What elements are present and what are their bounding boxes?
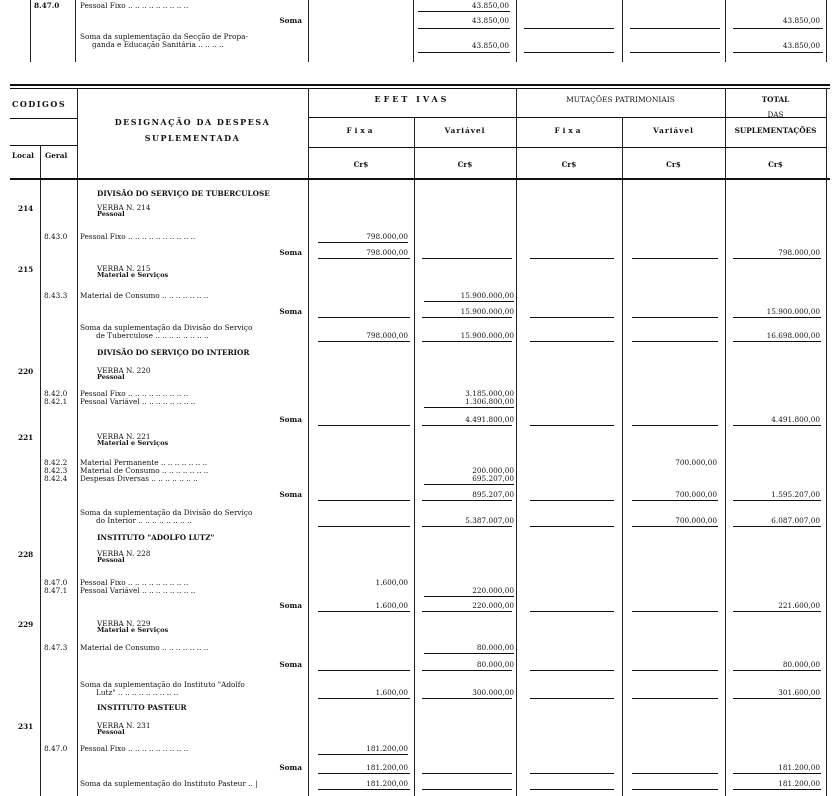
row-value-total: 15.900.000,00 xyxy=(766,307,820,316)
row-verba-sub: Pessoal xyxy=(97,210,125,218)
row-description: Pessoal Fixo .. .. .. .. .. .. .. .. .. xyxy=(80,389,189,398)
sum-rule xyxy=(318,670,410,671)
row-verba: VERBA N. 229 xyxy=(97,619,151,628)
row-value-total: 181.200,00 xyxy=(778,763,820,772)
header-designacao-2: SUPLEMENTADA xyxy=(144,133,241,143)
row-verba: VERBA N. 215 xyxy=(97,264,151,273)
row-geral-code: 8.43.0 xyxy=(44,232,68,241)
sum-rule xyxy=(422,789,512,790)
row-soma-label: Soma xyxy=(279,248,302,257)
row-value-var: 4.491.800,00 xyxy=(465,415,514,424)
sum-rule xyxy=(530,526,614,527)
row-geral-code: 8.47.0 xyxy=(44,744,68,753)
row-verba-sub: Pessoal xyxy=(97,373,125,381)
row-value-total: 301.600,00 xyxy=(778,688,820,697)
row-geral-code: 8.42.3 xyxy=(44,466,68,475)
sum-rule xyxy=(530,773,614,774)
sum-rule xyxy=(733,698,821,699)
row-description: Material Permanente .. .. .. .. .. .. .. xyxy=(80,458,208,467)
sum-rule xyxy=(530,317,614,318)
row-value-mvar: 700.000,00 xyxy=(675,516,717,525)
row-description: Pessoal Fixo .. .. .. .. .. .. .. .. .. xyxy=(80,744,189,753)
row-value-var: 15.900.000,00 xyxy=(460,331,514,340)
row-value-fixa: 1.600,00 xyxy=(375,578,408,587)
sum-rule xyxy=(422,698,512,699)
sum-rule xyxy=(530,500,614,501)
sum-rule xyxy=(530,258,614,259)
header-total-1: TOTAL xyxy=(761,95,790,104)
row-description: Pessoal Variável .. .. .. .. .. .. .. .. xyxy=(80,586,196,595)
sum-rule xyxy=(632,258,718,259)
header-geral: Geral xyxy=(45,151,68,160)
row-verba: VERBA N. 221 xyxy=(97,432,151,441)
row-value-var: 200.000,00 xyxy=(472,466,514,475)
row-value-var: 80.000,00 xyxy=(476,660,514,669)
row-value-var: 220.000,00 xyxy=(472,601,514,610)
row-value-total: 181.200,00 xyxy=(778,779,820,788)
header-mutacoes: MUTAÇÕES PATRIMONIAIS xyxy=(566,95,675,104)
row-value-fixa: 181.200,00 xyxy=(366,763,408,772)
sum-rule xyxy=(422,341,512,342)
top-sum-line-1: Soma da suplementação da Secção de Propa- xyxy=(80,32,248,41)
row-description: Pessoal Variável .. .. .. .. .. .. .. .. xyxy=(80,397,196,406)
sum-rule xyxy=(422,670,512,671)
row-soma-label: Soma xyxy=(279,601,302,610)
row-geral-code: 8.42.1 xyxy=(44,397,68,406)
header-total-3: SUPLEMENTAÇÕES xyxy=(734,126,817,135)
sum-rule xyxy=(632,670,718,671)
sum-rule xyxy=(422,425,512,426)
sum-rule xyxy=(632,789,718,790)
sum-rule xyxy=(632,773,718,774)
row-description: Material de Consumo .. .. .. .. .. .. .. xyxy=(80,466,209,475)
sum-rule xyxy=(422,317,512,318)
row-local-code: 221 xyxy=(18,433,34,442)
row-verba: VERBA N. 220 xyxy=(97,366,151,375)
sum-rule xyxy=(422,773,512,774)
row-geral-code: 8.47.0 xyxy=(44,578,68,587)
currency-fixa: Cr$ xyxy=(353,160,369,169)
sum-rule xyxy=(632,611,718,612)
sum-rule xyxy=(318,258,410,259)
row-value-var: 15.900.000,00 xyxy=(460,307,514,316)
header-total-2: DAS xyxy=(767,110,784,119)
row-value-mvar: 700.000,00 xyxy=(675,490,717,499)
row-value-total: 221.600,00 xyxy=(778,601,820,610)
row-verba-sub: Material e Serviços xyxy=(97,439,169,447)
row-local-code: 220 xyxy=(18,367,34,376)
sum-rule xyxy=(422,258,512,259)
sum-rule xyxy=(632,698,718,699)
top-value-1: 43.850,00 xyxy=(471,1,509,10)
row-description-cont: Lutz" .. .. .. .. .. .. .. .. .. xyxy=(96,688,179,697)
top-total-3: 43.850,00 xyxy=(782,41,820,50)
header-codigos: CODIGOS xyxy=(12,99,67,109)
sum-rule xyxy=(318,698,410,699)
row-value-var: 5.387.007,00 xyxy=(465,516,514,525)
row-geral-code: 8.42.4 xyxy=(44,474,68,483)
row-value-var: 1.306.800,00 xyxy=(465,397,514,406)
sum-rule xyxy=(530,698,614,699)
row-description-cont: do Interior .. .. .. .. .. .. .. .. xyxy=(96,516,192,525)
header-mut-variavel: Variável xyxy=(653,126,694,135)
sub-rule xyxy=(318,754,408,755)
top-total-2: 43.850,00 xyxy=(782,16,820,25)
row-value-var: 300.000,00 xyxy=(472,688,514,697)
row-description: Pessoal Fixo .. .. .. .. .. .. .. .. .. xyxy=(80,578,189,587)
row-local-code: 215 xyxy=(18,265,34,274)
sum-rule xyxy=(632,317,718,318)
currency-mut-fixa: Cr$ xyxy=(561,160,577,169)
currency-total: Cr$ xyxy=(768,160,783,169)
row-section-heading: INSTITUTO PASTEUR xyxy=(97,703,187,712)
sum-rule xyxy=(530,341,614,342)
sum-rule xyxy=(318,611,410,612)
row-description: Soma da suplementação do Instituto Pasteur .. | xyxy=(80,779,258,788)
header-mut-fixa: Fixa xyxy=(554,126,584,135)
row-section-heading: INSTITUTO "ADOLFO LUTZ" xyxy=(97,533,215,542)
sub-rule xyxy=(424,596,514,597)
sum-rule xyxy=(530,425,614,426)
row-value-fixa: 1.600,00 xyxy=(375,688,408,697)
row-verba-sub: Material e Serviços xyxy=(97,626,169,634)
row-geral-code: 8.42.0 xyxy=(44,389,68,398)
header-designacao-1: DESIGNAÇÃO DA DESPESA xyxy=(114,117,271,127)
row-value-total: 798.000,00 xyxy=(778,248,820,257)
sum-rule xyxy=(733,258,821,259)
row-verba: VERBA N. 214 xyxy=(97,203,151,212)
row-local-code: 229 xyxy=(18,620,34,629)
sum-rule xyxy=(733,773,821,774)
row-section-heading: DIVISÃO DO SERVIÇO DE TUBERCULOSE xyxy=(97,189,270,198)
row-section-heading: DIVISÃO DO SERVIÇO DO INTERIOR xyxy=(97,348,250,357)
row-value-total: 1.595.207,00 xyxy=(771,490,820,499)
sum-rule xyxy=(422,500,512,501)
row-value-fixa: 1.600,00 xyxy=(375,601,408,610)
sub-rule xyxy=(424,407,514,408)
sum-rule xyxy=(318,317,410,318)
sum-rule xyxy=(318,341,410,342)
row-verba-sub: Pessoal xyxy=(97,556,125,564)
header-fixa: Fixa xyxy=(346,126,376,135)
sum-rule xyxy=(733,789,821,790)
sum-rule xyxy=(733,317,821,318)
currency-variavel: Cr$ xyxy=(457,160,473,169)
row-value-var: 695.207,00 xyxy=(472,474,514,483)
sum-rule xyxy=(318,526,410,527)
sub-rule xyxy=(424,301,514,302)
row-geral-code: 8.47.1 xyxy=(44,586,68,595)
sum-rule xyxy=(318,773,410,774)
row-geral-code: 8.43.3 xyxy=(44,291,68,300)
row-geral-code: 8.42.2 xyxy=(44,458,68,467)
top-value-2: 43.850,00 xyxy=(471,16,509,25)
row-description: Soma da suplementação do Instituto "Adolfo xyxy=(80,680,245,689)
currency-mut-variavel: Cr$ xyxy=(666,160,681,169)
row-value-fixa: 181.200,00 xyxy=(366,779,408,788)
sum-rule xyxy=(733,425,821,426)
row-soma-label: Soma xyxy=(279,490,302,499)
sub-rule xyxy=(318,242,408,243)
row-value-var: 895.207,00 xyxy=(472,490,514,499)
row-value-fixa: 181.200,00 xyxy=(366,744,408,753)
sub-rule xyxy=(424,484,514,485)
top-sum-line-2: ganda e Educação Sanitária .. .. .. .. xyxy=(92,40,224,49)
header-local: Local xyxy=(12,151,34,160)
sum-rule xyxy=(318,425,410,426)
sum-rule xyxy=(530,670,614,671)
sum-rule xyxy=(733,526,821,527)
row-value-total: 16.698.000,00 xyxy=(766,331,820,340)
sum-rule xyxy=(422,526,512,527)
row-description: Soma da suplementação da Divisão do Serviço xyxy=(80,323,253,332)
top-soma-label: Soma xyxy=(279,16,302,25)
row-value-var: 80.000,00 xyxy=(476,643,514,652)
row-soma-label: Soma xyxy=(279,307,302,316)
sum-rule xyxy=(733,670,821,671)
sum-rule xyxy=(318,500,410,501)
row-value-mvar: 700.000,00 xyxy=(675,458,717,467)
sum-rule xyxy=(632,526,718,527)
row-description: Soma da suplementação da Divisão do Serviço xyxy=(80,508,253,517)
row-description-cont: de Tuberculose .. .. .. .. .. .. .. .. xyxy=(96,331,209,340)
row-soma-label: Soma xyxy=(279,763,302,772)
sum-rule xyxy=(530,789,614,790)
row-verba-sub: Pessoal xyxy=(97,728,125,736)
row-value-var: 15.900.000,00 xyxy=(460,291,514,300)
header-variavel: Variável xyxy=(444,126,486,135)
row-value-total: 80.000,00 xyxy=(782,660,820,669)
row-local-code: 231 xyxy=(18,722,34,731)
sub-rule xyxy=(424,653,514,654)
header-efetivas: EFET IVAS xyxy=(374,94,450,104)
top-code: 8.47.0 xyxy=(34,1,60,10)
row-value-fixa: 798.000,00 xyxy=(366,248,408,257)
row-soma-label: Soma xyxy=(279,660,302,669)
row-description: Pessoal Fixo .. .. .. .. .. .. .. .. .. .. xyxy=(80,232,196,241)
row-local-code: 228 xyxy=(18,550,34,559)
row-geral-code: 8.47.3 xyxy=(44,643,68,652)
row-soma-label: Soma xyxy=(279,415,302,424)
row-value-fixa: 798.000,00 xyxy=(366,232,408,241)
sum-rule xyxy=(733,341,821,342)
top-desc: Pessoal Fixo .. .. .. .. .. .. .. .. .. xyxy=(80,1,189,10)
sum-rule xyxy=(632,425,718,426)
row-value-total: 4.491.800,00 xyxy=(771,415,820,424)
row-value-fixa: 798.000,00 xyxy=(366,331,408,340)
row-value-total: 6.087.007,00 xyxy=(771,516,820,525)
sum-rule xyxy=(318,789,410,790)
row-value-var: 220.000,00 xyxy=(472,586,514,595)
row-verba: VERBA N. 228 xyxy=(97,549,151,558)
sum-rule xyxy=(632,341,718,342)
sum-rule xyxy=(422,611,512,612)
row-description: Material de Consumo .. .. .. .. .. .. .. xyxy=(80,643,209,652)
sum-rule xyxy=(530,611,614,612)
sum-rule xyxy=(632,500,718,501)
sum-rule xyxy=(733,611,821,612)
row-description: Despesas Diversas .. .. .. .. .. .. .. xyxy=(80,474,198,483)
row-verba-sub: Material e Serviços xyxy=(97,271,169,279)
top-value-3: 43.850,00 xyxy=(471,41,509,50)
row-local-code: 214 xyxy=(18,204,34,213)
row-verba: VERBA N. 231 xyxy=(97,721,151,730)
row-value-var: 3.185.000,00 xyxy=(465,389,514,398)
row-description: Material de Consumo .. .. .. .. .. .. .. xyxy=(80,291,209,300)
sum-rule xyxy=(733,500,821,501)
